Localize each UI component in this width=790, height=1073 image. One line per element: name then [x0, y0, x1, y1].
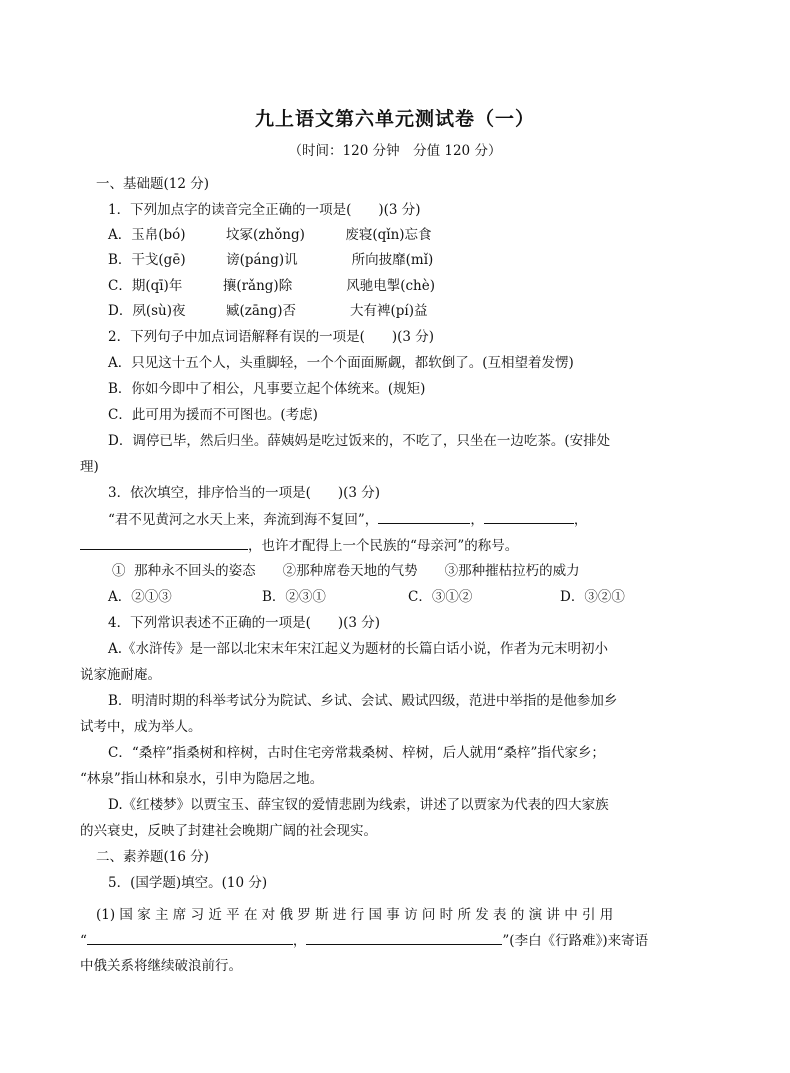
q5-part1-line3: 中俄关系将继续破浪前行。 — [80, 958, 242, 974]
q2-option-d-line2: 理) — [80, 459, 99, 475]
q5-tail-text: ”(李白《行路难》)来寄语 — [502, 933, 649, 949]
page-title: 九上语文第六单元测试卷（一） — [254, 108, 535, 130]
q2-option-b: B．你如今即中了相公，凡事要立起个体统来。(规矩) — [108, 381, 426, 397]
section-heading-basic: 一、基础题(12 分) — [96, 176, 210, 192]
q3-blank-2[interactable] — [484, 510, 574, 524]
section-heading-literacy: 二、素养题(16 分) — [96, 849, 210, 865]
q1-stem: 1．下列加点字的读音完全正确的一项是( )(3 分) — [108, 202, 421, 218]
q2-stem: 2．下列句子中加点词语解释有误的一项是( )(3 分) — [108, 329, 435, 345]
q1-option-c: C．期(qī)年 攘(rǎng)除 风驰电掣(chè) — [108, 278, 435, 294]
q2-option-d-line1: D．调停已毕，然后归坐。薛姨妈是吃过饭来的，不吃了，只坐在一边吃茶。(安排处 — [108, 433, 611, 449]
q5-part1-line2 — [80, 931, 648, 950]
q4-stem: 4．下列常识表述不正确的一项是( )(3 分) — [108, 615, 381, 631]
q5-part1-line1: (1) 国 家 主 席 习 近 平 在 对 俄 罗 斯 进 行 国 事 访 问 时 所 发 表 的 演 讲 中 引 用 — [96, 907, 614, 923]
q4-option-b-line2: 试考中，成为举人。 — [80, 719, 202, 735]
q5-open-quote: “ — [80, 933, 87, 949]
q4-option-c-line1: C．“桑梓”指桑树和梓树，古时住宅旁常栽桑树、梓树，后人就用“桑梓”指代家乡； — [108, 745, 605, 761]
q4-option-d-line2: 的兴衰史，反映了封建社会晚期广阔的社会现实。 — [80, 823, 377, 839]
page-subtitle: （时间：120 分钟 分值 120 分） — [288, 143, 502, 159]
q5-blank-2[interactable] — [306, 931, 502, 945]
q3-option-c: C．③①② — [408, 589, 473, 605]
q4-option-b-line1: B．明清时期的科举考试分为院试、乡试、会试、殿试四级，范进中举指的是他参加乡 — [108, 693, 618, 709]
q1-option-a: A．玉帛(bó) 坟冢(zhǒng) 废寝(qǐn)忘食 — [108, 227, 432, 243]
q3-option-b: B．②③① — [262, 589, 326, 605]
q3-comma: ， — [470, 512, 484, 528]
q3-option-a: A．②①③ — [108, 589, 172, 605]
q5-mid-comma: ， — [292, 933, 307, 949]
q4-option-a-line1: A.《水浒传》是一部以北宋末年宋江起义为题材的长篇白话小说，作者为元末明初小 — [108, 641, 609, 657]
q3-line2-text: ，也许才配得上一个民族的“母亲河”的称号。 — [248, 538, 519, 554]
q3-line1 — [108, 510, 587, 529]
q3-option-d: D．③②① — [560, 589, 625, 605]
q5-stem: 5．(国学题)填空。(10 分) — [108, 875, 268, 891]
q3-blank-1[interactable] — [378, 510, 470, 524]
q3-phrase-options: ① 那种永不回头的姿态 ②那种席卷天地的气势 ③那种摧枯拉朽的威力 — [112, 563, 580, 579]
q3-stem: 3．依次填空，排序恰当的一项是( )(3 分) — [108, 485, 381, 501]
q1-option-d: D．夙(sù)夜 臧(zāng)否 大有裨(pí)益 — [108, 303, 428, 319]
q4-option-a-line2: 说家施耐庵。 — [80, 667, 161, 683]
q1-option-b: B．干戈(gē) 谤(páng)讥 所向披靡(mǐ) — [108, 252, 434, 268]
q3-line1-text: “君不见黄河之水天上来，奔流到海不复回”， — [108, 512, 379, 528]
q5-blank-1[interactable] — [87, 931, 293, 945]
q4-option-c-line2: “林泉”指山林和泉水，引申为隐居之地。 — [80, 771, 324, 787]
q2-option-a: A．只见这十五个人，头重脚轻，一个个面面厮觑，都软倒了。(互相望着发愣) — [108, 355, 574, 371]
q3-line2 — [80, 536, 518, 555]
q4-option-d-line1: D.《红楼梦》以贾宝玉、薛宝钗的爱情悲剧为线索，讲述了以贾家为代表的四大家族 — [108, 797, 609, 813]
q3-comma-2: ， — [573, 512, 588, 528]
q3-blank-3[interactable] — [80, 536, 248, 550]
q2-option-c: C．此可用为援而不可图也。(考虑) — [108, 407, 318, 423]
